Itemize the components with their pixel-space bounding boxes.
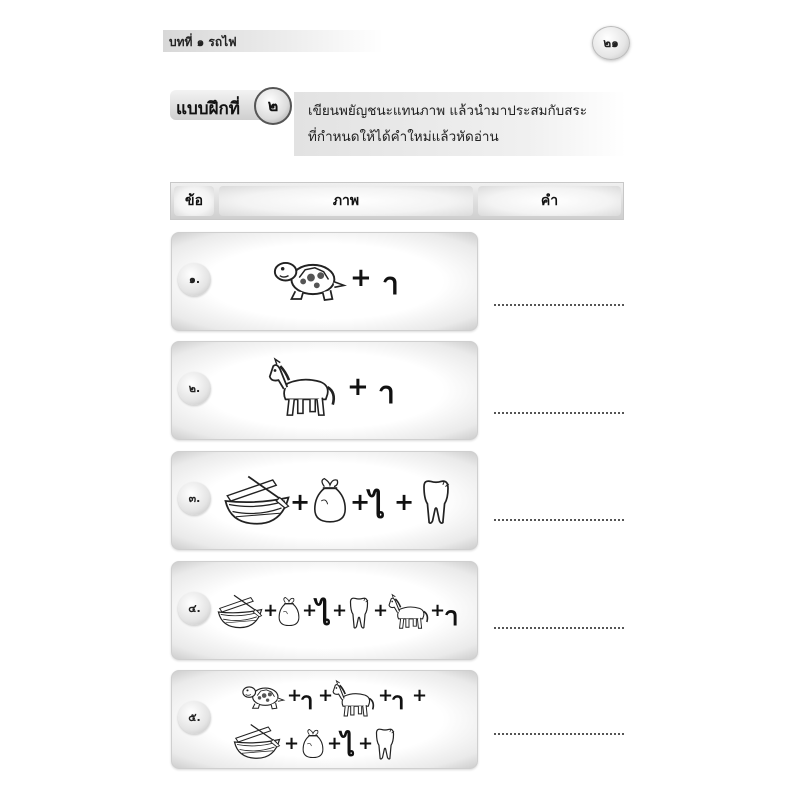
plus-sign: + (378, 685, 394, 706)
exercise-number: ๒ (254, 87, 292, 125)
plus-sign: + (394, 488, 415, 516)
answer-line[interactable] (494, 519, 624, 521)
boat-picture (216, 594, 264, 630)
plus-sign: + (263, 600, 279, 621)
horse-picture (388, 592, 430, 632)
plus-sign: + (332, 600, 348, 621)
plus-sign: + (327, 733, 343, 754)
turtle-picture (240, 683, 286, 711)
plus-sign: + (347, 372, 369, 402)
table-row (171, 561, 478, 660)
plus-sign: + (412, 685, 428, 706)
answer-line[interactable] (494, 627, 624, 629)
plus-sign: + (350, 263, 372, 293)
vowel-aa: า (378, 376, 395, 411)
instruction-line-1: เขียนพยัญชนะแทนภาพ แล้วนำมาประสมกับสระ (308, 103, 587, 119)
vowel-ai: ไ (341, 730, 356, 763)
row-number: ๑. (178, 263, 211, 296)
plus-sign: + (350, 488, 371, 516)
header-word: คำ (478, 186, 621, 216)
vowel-aa: า (382, 267, 399, 302)
bag-picture (310, 476, 350, 526)
table-row (171, 341, 478, 440)
row-number: ๒. (178, 372, 211, 405)
answer-line[interactable] (494, 304, 624, 306)
vowel-ai: ไ (316, 598, 332, 633)
row-number: ๔. (178, 592, 211, 625)
bag-picture (300, 727, 326, 761)
answer-line[interactable] (494, 733, 624, 735)
header-picture: ภาพ (219, 186, 473, 216)
plus-sign: + (290, 488, 311, 516)
table-row (171, 670, 478, 769)
tooth-picture (346, 596, 372, 630)
header-number: ข้อ (174, 186, 214, 216)
horse-picture (268, 356, 338, 420)
plus-sign: + (318, 685, 334, 706)
instruction-line-2: ที่กำหนดให้ได้คำใหม่แล้วหัดอ่าน (308, 129, 499, 145)
horse-picture (332, 679, 376, 719)
boat-picture (232, 723, 282, 761)
vowel-aa: า (391, 687, 405, 715)
plus-sign: + (284, 733, 300, 754)
table-row (171, 232, 478, 331)
plus-sign: + (358, 733, 374, 754)
plus-sign: + (287, 685, 303, 706)
page-number: ๒๑ (592, 26, 630, 60)
row-number: ๓. (178, 482, 211, 515)
boat-picture (222, 474, 292, 528)
plus-sign: + (302, 600, 318, 621)
exercise-title: แบบฝึกที่ (176, 99, 240, 119)
turtle-picture (270, 258, 348, 302)
plus-sign: + (430, 600, 446, 621)
answer-line[interactable] (494, 412, 624, 414)
bag-picture (276, 595, 302, 629)
row-number: ๕. (178, 701, 211, 734)
vowel-ai: ไ (369, 488, 386, 526)
plus-sign: + (373, 600, 389, 621)
table-row (171, 451, 478, 550)
vowel-aa: า (444, 602, 459, 632)
tooth-picture (418, 478, 454, 526)
table-header (170, 182, 624, 220)
vowel-aa: า (300, 687, 314, 715)
chapter-title: บทที่ ๑ รถไฟ (169, 35, 237, 49)
tooth-picture (372, 727, 398, 761)
